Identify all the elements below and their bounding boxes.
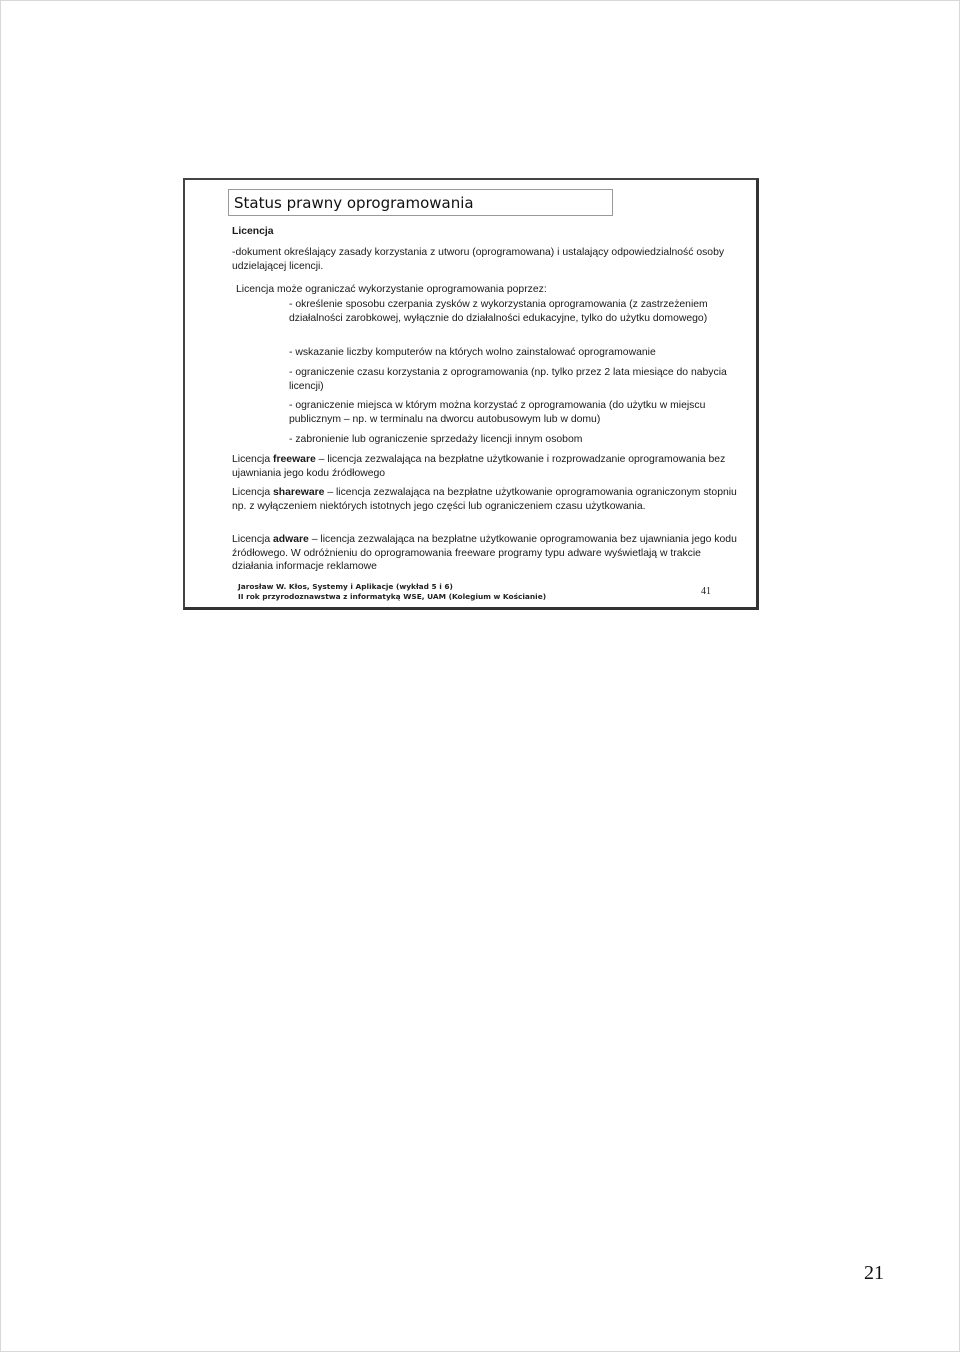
license-description: – licencja zezwalająca na bezpłatne użytkowanie oprogramowania ograniczonym stopniu np. z wyłączeniem niektórych istotnych jego części lub ograniczeniem czasu użytkowania. bbox=[232, 487, 737, 512]
license-shareware bbox=[232, 486, 737, 513]
license-description: – licencja zezwalająca na bezpłatne użytkowanie i rozprowadzanie oprogramowania bez ujawniania jego kodu źródłowego bbox=[232, 454, 726, 479]
slide-footer bbox=[238, 582, 546, 602]
license-term: adware bbox=[273, 534, 309, 545]
license-prefix: Licencja bbox=[232, 487, 274, 498]
license-adware bbox=[232, 533, 737, 574]
restriction-item: - ograniczenie miejsca w którym można korzystać z oprogramowania (do użytku w miejscu publicznym – np. w terminalu na dworcu autobusowym lub w domu) bbox=[289, 400, 706, 425]
restriction-item: - określenie sposobu czerpania zysków z wykorzystania oprogramowania (z zastrzeżeniem działalności zarobkowej, wyłącznie do działalności edukacyjne, tylko do użytku domowego) bbox=[289, 299, 708, 324]
license-prefix: Licencja bbox=[232, 534, 274, 545]
restrictions-intro: Licencja może ograniczać wykorzystanie oprogramowania poprzez: bbox=[236, 284, 547, 295]
slide-title: Status prawny oprogramowania bbox=[228, 189, 613, 216]
restriction-item: - wskazanie liczby komputerów na których wolno zainstalować oprogramowanie bbox=[289, 347, 656, 358]
license-term: freeware bbox=[273, 454, 316, 465]
license-definition: -dokument określający zasady korzystania z utworu (oprogramowana) i ustalający odpowiedzialność osoby udzielającej licencji. bbox=[232, 247, 725, 272]
restriction-item: - zabronienie lub ograniczenie sprzedaży licencji innym osobom bbox=[289, 434, 583, 445]
restriction-item: - ograniczenie czasu korzystania z oprogramowania (np. tylko przez 2 lata miesiące do nabycia licencji) bbox=[289, 367, 727, 392]
license-description: – licencja zezwalająca na bezpłatne użytkowanie oprogramowania bez ujawniania jego kodu źródłowego. W odróżnieniu do oprogramowania freeware programy typu adware wyświetlają w trakcie działania informacje reklamowe bbox=[232, 534, 737, 572]
license-term: shareware bbox=[273, 487, 325, 498]
slide-frame bbox=[183, 178, 759, 610]
license-prefix: Licencja bbox=[232, 454, 274, 465]
page-number: 21 bbox=[864, 1262, 884, 1284]
license-freeware bbox=[232, 453, 737, 480]
slide-number: 41 bbox=[701, 586, 711, 597]
footer-course: II rok przyrodoznawstwa z informatyką WSE, UAM (Kolegium w Kościanie) bbox=[238, 592, 547, 601]
footer-author: Jarosław W. Kłos, Systemy i Aplikacje (wykład 5 i 6) bbox=[238, 582, 453, 591]
section-heading: Licencja bbox=[232, 226, 274, 237]
